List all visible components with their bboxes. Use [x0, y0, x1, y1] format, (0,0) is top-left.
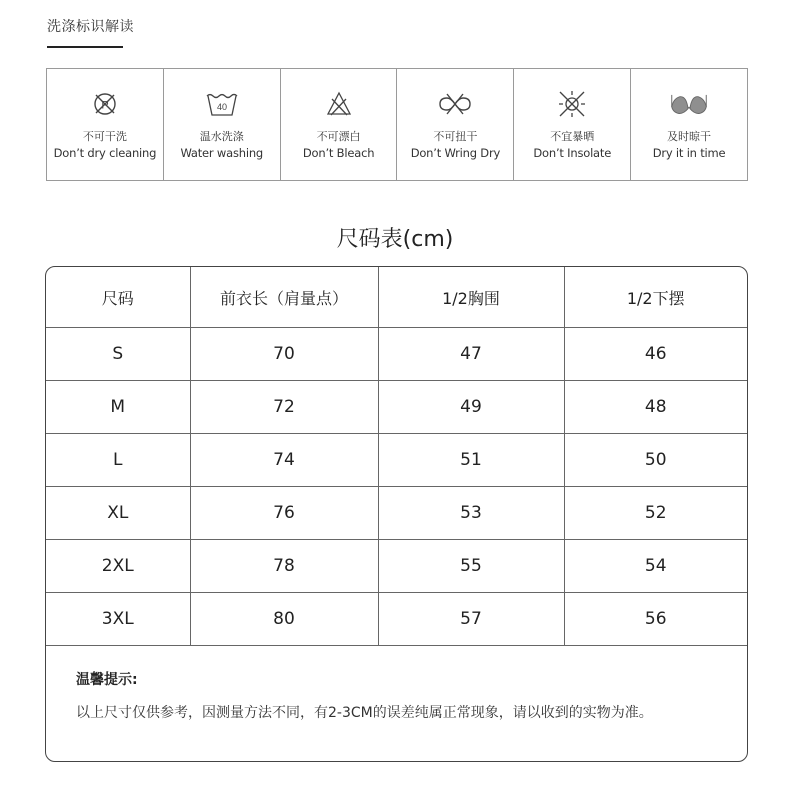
care-label-en: Don’t Bleach	[302, 146, 375, 160]
care-item-no-wring	[397, 69, 514, 180]
table-cell: 52	[564, 487, 747, 540]
table-cell: 70	[190, 328, 378, 381]
section-title: 洗涤标识解读	[47, 19, 134, 35]
care-label-en: Dry it in time	[652, 146, 726, 160]
size-note	[46, 645, 747, 725]
table-cell: 50	[564, 434, 747, 487]
care-symbols-row	[46, 68, 748, 181]
care-label-zh: 不宜暴晒	[550, 130, 595, 143]
no-bleach-icon	[319, 87, 359, 121]
table-cell: 48	[564, 381, 747, 434]
table-cell: 56	[564, 593, 747, 646]
table-cell: 2XL	[46, 540, 190, 593]
no-wring-icon	[435, 87, 475, 121]
wash-40-icon	[202, 87, 242, 121]
table-cell: XL	[46, 487, 190, 540]
care-label-en: Water washing	[180, 146, 264, 160]
table-cell: 55	[378, 540, 564, 593]
table-row	[46, 328, 747, 381]
table-cell: 76	[190, 487, 378, 540]
table-cell: 54	[564, 540, 747, 593]
table-cell: L	[46, 434, 190, 487]
care-label-zh: 不可扭干	[433, 130, 478, 143]
table-cell: M	[46, 381, 190, 434]
column-header: 1/2胸围	[378, 267, 564, 328]
svg-text:P: P	[101, 99, 109, 112]
column-header: 前衣长（肩量点）	[190, 267, 378, 328]
table-cell: 46	[564, 328, 747, 381]
table-cell: 47	[378, 328, 564, 381]
table-cell: 3XL	[46, 593, 190, 646]
care-label-zh: 不可漂白	[316, 130, 361, 143]
care-item-no-sun	[514, 69, 631, 180]
table-cell: 57	[378, 593, 564, 646]
table-cell: 72	[190, 381, 378, 434]
size-chart-title: 尺码表(cm)	[336, 227, 454, 252]
table-row	[46, 487, 747, 540]
table-row	[46, 593, 747, 646]
care-label-zh: 不可干洗	[82, 130, 127, 143]
table-cell: 74	[190, 434, 378, 487]
care-label-en: Don’t Wring Dry	[410, 146, 501, 160]
care-item-wash-40	[164, 69, 281, 180]
table-cell: 78	[190, 540, 378, 593]
table-row	[46, 381, 747, 434]
table-cell: 80	[190, 593, 378, 646]
column-header: 尺码	[46, 267, 190, 328]
size-chart	[45, 266, 748, 762]
table-cell: 49	[378, 381, 564, 434]
care-label-en: Don’t dry cleaning	[53, 146, 157, 160]
table-row	[46, 434, 747, 487]
care-item-bra-dry	[631, 69, 747, 180]
no-dry-clean-icon	[85, 87, 125, 121]
care-label-zh: 及时晾干	[667, 130, 712, 143]
note-title: 温馨提示:	[76, 672, 138, 688]
size-table	[46, 267, 747, 646]
care-item-no-dry-clean	[47, 69, 164, 180]
table-cell: 51	[378, 434, 564, 487]
care-label-zh: 温水洗涤	[199, 130, 244, 143]
table-cell: 53	[378, 487, 564, 540]
column-header: 1/2下摆	[564, 267, 747, 328]
table-header-row	[46, 267, 747, 328]
bra-dry-icon	[669, 87, 709, 121]
wash-temp-label: 40	[216, 102, 227, 112]
no-sun-icon	[552, 87, 592, 121]
care-item-no-bleach	[281, 69, 398, 180]
note-body: 以上尺寸仅供参考，因测量方法不同，有2-3CM的误差纯属正常现象，请以收到的实物为准。	[76, 705, 653, 721]
table-row	[46, 540, 747, 593]
table-cell: S	[46, 328, 190, 381]
section-underline	[47, 46, 123, 48]
care-label-en: Don’t Insolate	[533, 146, 612, 160]
